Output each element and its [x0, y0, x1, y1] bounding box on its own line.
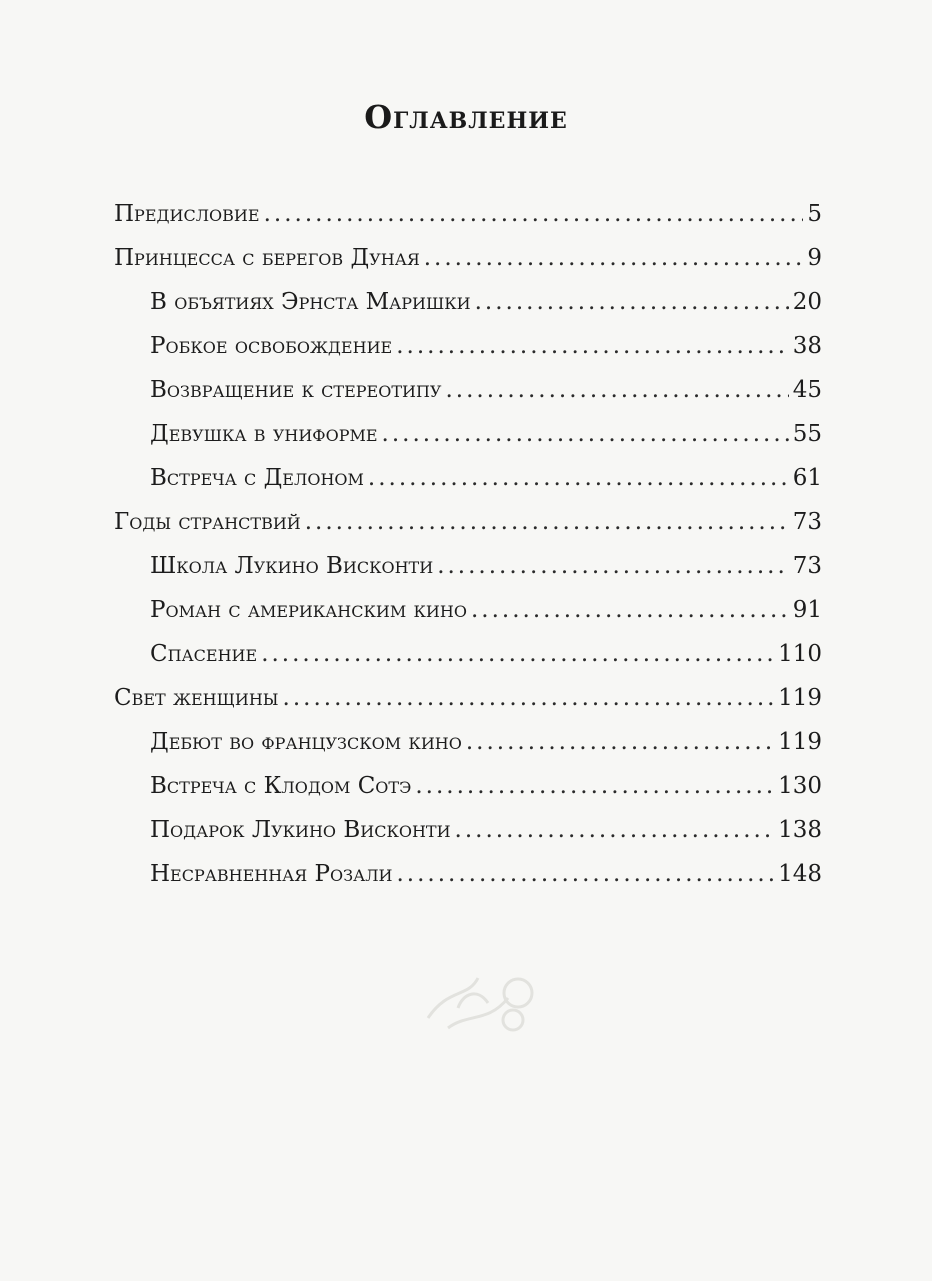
- toc-subentry: [114, 588, 822, 632]
- toc-entry-page: 5: [807, 201, 822, 227]
- toc-entry-label: Предисловие: [114, 201, 260, 227]
- toc-subentry: [114, 324, 822, 368]
- toc-entry-page: 148: [778, 861, 822, 887]
- toc-entry-page: 91: [792, 597, 822, 623]
- toc-entry-label: Робкое освобождение: [150, 333, 393, 359]
- toc-entry-label: Возвращение к стереотипу: [150, 377, 442, 403]
- toc-entry-label: В объятиях Эрнста Маришки: [150, 289, 471, 315]
- toc-entry-label: Встреча с Делоном: [150, 465, 364, 491]
- toc-entry: [114, 500, 822, 544]
- toc-entry-label: Девушка в униформе: [150, 421, 378, 447]
- toc-entry-page: 20: [792, 289, 822, 315]
- page-title: Оглавление: [364, 98, 568, 136]
- dot-leader: [368, 456, 789, 500]
- toc-subentry: [114, 412, 822, 456]
- dot-leader: [424, 236, 804, 280]
- toc-entry-label: Подарок Лукино Висконти: [150, 817, 451, 843]
- dot-leader: [466, 720, 774, 764]
- toc-entry-page: 61: [792, 465, 822, 491]
- toc-entry-label: Несравненная Розали: [150, 861, 393, 887]
- toc-entry-label: Школа Лукино Висконти: [150, 553, 434, 579]
- dot-leader: [264, 192, 804, 236]
- toc-entry-page: 119: [778, 729, 822, 755]
- toc-subentry: [114, 720, 822, 764]
- toc-subentry: [114, 544, 822, 588]
- dot-leader: [382, 412, 789, 456]
- toc-subentry: [114, 632, 822, 676]
- toc-entry-page: 38: [792, 333, 822, 359]
- dot-leader: [471, 588, 789, 632]
- toc-entry-page: 138: [778, 817, 822, 843]
- toc-subentry: [114, 808, 822, 852]
- toc-subentry: [114, 764, 822, 808]
- toc-entry-label: Дебют во французском кино: [150, 729, 462, 755]
- dot-leader: [415, 764, 774, 808]
- table-of-contents: [114, 192, 822, 896]
- toc-entry-page: 130: [778, 773, 822, 799]
- toc-entry-page: 73: [792, 553, 822, 579]
- floral-ornament-icon: [418, 958, 548, 1048]
- dot-leader: [397, 852, 775, 896]
- toc-subentry: [114, 852, 822, 896]
- toc-entry-page: 73: [792, 509, 822, 535]
- toc-entry-page: 55: [792, 421, 822, 447]
- toc-entry-label: Встреча с Клодом Сотэ: [150, 773, 412, 799]
- toc-entry-label: Спасение: [150, 641, 258, 667]
- dot-leader: [455, 808, 775, 852]
- toc-entry: [114, 236, 822, 280]
- toc-entry-label: Принцесса с берегов Дуная: [114, 245, 420, 271]
- dot-leader: [437, 544, 789, 588]
- toc-entry-label: Роман с американским кино: [150, 597, 467, 623]
- toc-entry: [114, 676, 822, 720]
- dot-leader: [475, 280, 789, 324]
- toc-entry-page: 119: [778, 685, 822, 711]
- dot-leader: [445, 368, 788, 412]
- dot-leader: [261, 632, 774, 676]
- toc-entry: [114, 192, 822, 236]
- dot-leader: [283, 676, 775, 720]
- dot-leader: [305, 500, 789, 544]
- toc-entry-page: 110: [778, 641, 822, 667]
- toc-subentry: [114, 368, 822, 412]
- toc-entry-label: Свет женщины: [114, 685, 279, 711]
- toc-entry-page: 9: [807, 245, 822, 271]
- toc-subentry: [114, 456, 822, 500]
- toc-entry-page: 45: [792, 377, 822, 403]
- toc-subentry: [114, 280, 822, 324]
- toc-entry-label: Годы странствий: [114, 509, 301, 535]
- dot-leader: [396, 324, 789, 368]
